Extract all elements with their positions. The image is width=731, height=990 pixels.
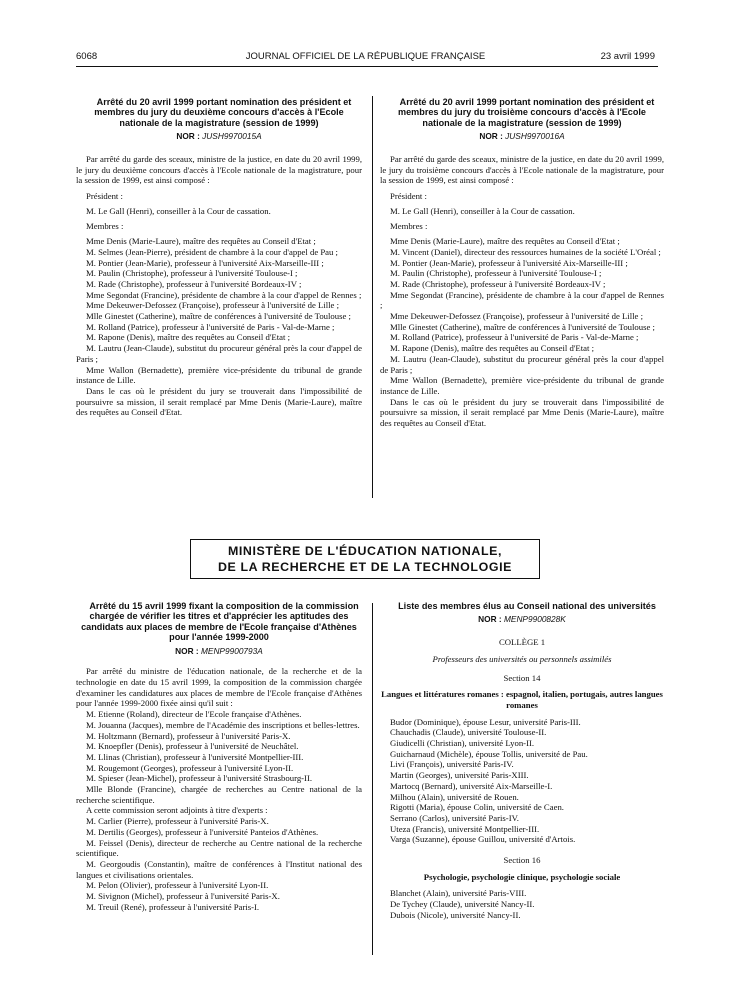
decree-intro: Par arrêté du garde des sceaux, ministre de la justice, en date du 20 avril 1999, le jury du deuxième concours d'accès à l'Ecole nationale de la magistrature, pour la session de 1999, est ainsi composé : [76,153,362,186]
nor-reference: NOR : JUSH9970016A [479,131,565,142]
section-16-members [380,888,664,920]
list-title: Liste des membres élus au Conseil national des universités [398,601,656,611]
list-item: M. Etienne (Roland), directeur de l'Ecole française d'Athènes. [86,709,302,720]
list-item: Giudicelli (Christian), université Lyon-II. [390,738,535,749]
nor-reference: NOR : JUSH9970015A [176,131,262,142]
list-item: Livi (François), université Paris-IV. [390,759,514,770]
column-divider-bottom [372,603,373,955]
list-item: M. Selmes (Jean-Pierre), président de chambre à la cour d'appel de Pau ; [86,246,338,257]
list-item: M. Paulin (Christophe), professeur à l'université Toulouse-I ; [86,268,298,279]
section-14-heading: Section 14 [503,672,541,683]
section-16-title: Psychologie, psychologie clinique, psychologie sociale [423,871,621,882]
list-item: Mlle Blonde (Francine), chargée de recherches au Centre national de la recherche scientifique. [76,784,362,805]
list-item: M. Feissel (Denis), directeur de recherche au Centre national de la recherche scientifique. [76,837,362,859]
list-item: M. Rapone (Denis), maître des requêtes au Conseil d'Etat ; [86,332,290,343]
list-item: M. Vincent (Daniel), directeur des ressources humaines de la société L'Oréal ; [390,246,661,257]
president-label: Président : [86,191,123,202]
list-item: Mlle Ginestet (Catherine), maître de conférences à l'université de Toulouse ; [86,311,351,322]
decree-title: Arrêté du 15 avril 1999 fixant la composition de la commission chargée de vérifier les titres et d'apprécier les aptitudes des candidats aux places de membre de l'Ecole française d'Athènes pour l'année 1999-2000 [81,601,359,643]
list-item: Rigotti (Maria), épouse Colin, université de Caen. [390,802,564,813]
list-item: M. Paulin (Christophe), professeur à l'université Toulouse-I ; [390,268,602,279]
list-item: Mme Wallon (Bernadette), première vice-présidente du tribunal de grande instance de Lille. [76,364,362,386]
list-item: Blanchet (Alain), université Paris-VIII. [390,888,527,899]
list-item: M. Dertilis (Georges), professeur à l'université Panteios d'Athènes. [86,826,319,837]
cnu-members-list [380,601,664,921]
decree-jury-third-concours [380,97,664,429]
list-item: Mme Denis (Marie-Laure), maître des requêtes au Conseil d'Etat ; [86,236,316,247]
president-entry: M. Le Gall (Henri), conseiller à la Cour de cassation. [390,205,575,216]
list-item: M. Rougemont (Georges), professeur à l'université Lyon-II. [86,762,294,773]
commission-members-list [76,709,362,805]
list-item: M. Rapone (Denis), maître des requêtes au Conseil d'Etat ; [390,343,594,354]
list-item: Mlle Ginestet (Catherine), maître de conférences à l'université de Toulouse ; [390,321,655,332]
journal-title: JOURNAL OFFICIEL DE LA RÉPUBLIQUE FRANÇAISE [245,51,486,62]
replacement-clause: Dans le cas où le président du jury se trouverait dans l'impossibilité de poursuivre sa mission, il serait remplacé par Mme Denis (Marie-Laure), maître des requêtes au Conseil d'Etat. [76,385,362,418]
ministry-heading-box [190,539,540,579]
list-item: M. Jouanna (Jacques), membre de l'Académie des inscriptions et belles-lettres. [86,719,360,730]
members-list [76,236,362,386]
list-item: Varga (Suzanne), épouse Guillou, université d'Artois. [390,834,576,845]
list-item: De Tychey (Claude), université Nancy-II. [390,899,535,910]
list-item: M. Lautru (Jean-Claude), substitut du procureur général près la cour d'appel de Paris ; [76,343,362,364]
list-item: M. Pontier (Jean-Marie), professeur à l'université Aix-Marseille-III ; [86,257,324,268]
list-item: M. Pontier (Jean-Marie), professeur à l'université Aix-Marseille-III ; [390,257,628,268]
nor-reference: NOR : MENP9900828K [478,614,566,625]
list-item: Mme Dekeuwer-Defossez (Françoise), professeur à l'université de Lille ; [390,311,643,322]
list-item: M. Pelon (Olivier), professeur à l'université Lyon-II. [86,880,269,891]
decree-title: Arrêté du 20 avril 1999 portant nomination des président et membres du jury du deuxième concours d'accès à l'Ecole nationale de la magistrature (session de 1999) [94,97,352,128]
president-label: Président : [390,191,427,202]
ministry-line-1: MINISTÈRE DE L'ÉDUCATION NATIONALE, [227,544,503,558]
list-item: Guicharnaud (Michèle), épouse Tollis, université de Pau. [390,748,588,759]
list-item: Dubois (Nicole), université Nancy-II. [390,909,521,920]
column-divider-top [372,96,373,498]
list-item: Mme Denis (Marie-Laure), maître des requêtes au Conseil d'Etat ; [390,236,620,247]
issue-date: 23 avril 1999 [600,51,655,62]
header-rule [76,66,658,67]
list-item: Martocq (Bernard), université Aix-Marseille-I. [390,780,553,791]
list-item: M. Georgoudis (Constantin), maître de conférences à l'Institut national des langues et civilisations orientales. [76,858,362,880]
list-item: Mme Segondat (Francine), présidente de chambre à la cour d'appel de Rennes ; [86,289,362,300]
list-item: Mme Segondat (Francine), présidente de chambre à la cour d'appel de Rennes ; [380,289,664,311]
section-14-title: Langues et littératures romanes : espagnol, italien, portugais, autres langues romanes [381,689,663,710]
decree-commission-athenes [76,601,362,913]
list-item: Mme Wallon (Bernadette), première vice-présidente du tribunal de grande instance de Lille. [380,375,664,396]
replacement-clause: Dans le cas où le président du jury se trouverait dans l'impossibilité de poursuivre sa mission, il serait remplacé par Mme Denis (Marie-Laure), maître des requêtes au Conseil d'Etat. [380,396,664,429]
list-item: M. Rade (Christophe), professeur à l'université Bordeaux-IV ; [390,278,606,289]
list-item: Uteza (Francis), université Montpellier-III. [390,823,540,834]
list-item: M. Spieser (Jean-Michel), professeur à l'université Strasbourg-II. [86,773,313,784]
list-item: Budor (Dominique), épouse Lesur, université Paris-III. [390,716,581,727]
section-16-heading: Section 16 [503,855,541,866]
list-item: Milhou (Alain), université de Rouen. [390,791,519,802]
list-item: Serrano (Carlos), université Paris-IV. [390,812,519,823]
members-list [380,236,664,397]
list-item: M. Rolland (Patrice), professeur à l'université de Paris - Val-de-Marne ; [86,321,335,332]
college-heading: COLLÈGE 1 [498,637,546,648]
list-item: Chauchadis (Claude), université Toulouse-II. [390,727,547,738]
decree-jury-second-concours [76,97,362,418]
experts-list [76,816,362,912]
decree-title: Arrêté du 20 avril 1999 portant nomination des président et membres du jury du troisième concours d'accès à l'Ecole nationale de la magistrature (session de 1999) [398,97,655,128]
experts-intro: A cette commission seront adjoints à titre d'experts : [86,805,268,816]
list-item: M. Sivignon (Michel), professeur à l'université Paris-X. [86,891,280,902]
list-item: Martin (Georges), université Paris-XIII. [390,770,529,781]
ministry-line-2: DE LA RECHERCHE ET DE LA TECHNOLOGIE [218,560,512,574]
list-item: Mme Dekeuwer-Defossez (Françoise), professeur à l'université de Lille ; [86,300,339,311]
members-label: Membres : [86,221,124,232]
list-item: M. Carlier (Pierre), professeur à l'université Paris-X. [86,816,269,827]
decree-intro: Par arrêté du garde des sceaux, ministre de la justice, en date du 20 avril 1999, le jury du troisième concours d'accès à l'Ecole nationale de la magistrature, pour la session de 1999, est ainsi composé : [380,153,664,186]
list-item: M. Holtzmann (Bernard), professeur à l'université Paris-X. [86,730,291,741]
section-14-members [380,717,664,845]
nor-reference: NOR : MENP9900793A [175,645,263,656]
list-item: M. Llinas (Christian), professeur à l'université Montpellier-III. [86,751,304,762]
list-item: M. Lautru (Jean-Claude), substitut du procureur général près la cour d'appel de Paris ; [380,353,664,375]
members-label: Membres : [390,221,428,232]
decree-intro: Par arrêté du ministre de l'éducation nationale, de la recherche et de la technologie en date du 15 avril 1999, la composition de la commission chargée d'examiner les candidatures aux places de membre de l'Ecole française d'Athènes pour l'année 1999-2000 fixée ainsi qu'il suit : [76,666,362,709]
president-entry: M. Le Gall (Henri), conseiller à la Cour de cassation. [86,205,271,216]
college-subtitle: Professeurs des universités ou personnels assimilés [432,653,612,664]
list-item: M. Knoepfler (Denis), professeur à l'université de Neuchâtel. [86,741,299,752]
list-item: M. Rolland (Patrice), professeur à l'université de Paris - Val-de-Marne ; [390,332,639,343]
page-number: 6068 [76,51,98,62]
list-item: M. Treuil (René), professeur à l'université Paris-I. [86,901,260,912]
list-item: M. Rade (Christophe), professeur à l'université Bordeaux-IV ; [86,278,302,289]
